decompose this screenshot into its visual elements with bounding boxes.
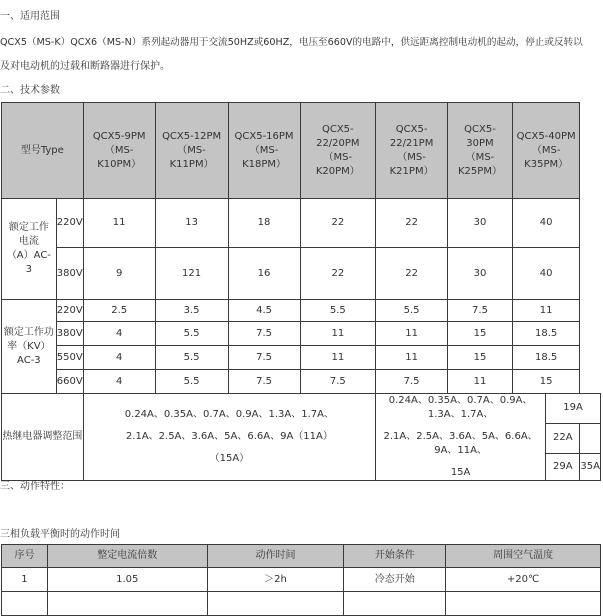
power-row-220 <box>2 300 601 322</box>
value-cell: 18.5 <box>512 322 580 346</box>
value-cell: 15 <box>512 370 580 394</box>
model-line: （MS- <box>323 151 353 163</box>
value-cell: 40 <box>512 248 580 300</box>
model-line: K25PM） <box>458 165 502 177</box>
model-line: （MS- <box>177 144 206 156</box>
model-line: （MS- <box>531 144 561 156</box>
section2-title: 二、技术参数 <box>0 85 60 96</box>
value-cell: 18 <box>228 199 300 248</box>
value-cell: 2.5 <box>83 300 155 322</box>
value-cell: 9 <box>83 248 155 300</box>
value-cell: 22 <box>300 248 376 300</box>
table2-header-row <box>2 545 601 568</box>
value-cell: 121 <box>155 248 228 300</box>
label-line: 额定工作 <box>8 222 49 233</box>
value-cell: 4 <box>83 370 155 394</box>
table2-header: 周围空气温度 <box>446 545 601 568</box>
value-cell: 30 <box>448 248 513 300</box>
value-cell: 5.5 <box>155 370 228 394</box>
model-cell <box>155 103 228 199</box>
label-line: 电流 <box>18 236 39 247</box>
model-line: QCX5-12PM <box>162 130 222 142</box>
relay-line: 2.1A、2.5A、3.6A、5A、6.6A、9A（11A） <box>125 431 333 442</box>
table2-cell <box>446 592 601 616</box>
section1-title: 一、适用范围 <box>0 11 60 22</box>
voltage-cell: 660V <box>56 370 83 394</box>
model-line: QCX5-40PM <box>516 130 576 142</box>
model-cell <box>376 103 448 199</box>
table2-cell <box>344 592 446 616</box>
label-line: （A）AC- <box>6 250 51 261</box>
model-line: 22/20PM <box>316 137 360 149</box>
table2-header: 开始条件 <box>344 545 446 568</box>
table2-cell: 冷态开始 <box>344 568 446 592</box>
current-label <box>2 199 57 300</box>
power-row-550 <box>2 346 601 370</box>
voltage-cell: 380V <box>56 322 83 346</box>
value-cell: 30 <box>448 199 513 248</box>
power-row-380 <box>2 322 601 346</box>
value-cell: 7.5 <box>228 322 300 346</box>
table2-cell <box>2 592 48 616</box>
model-line: QCX5- <box>464 123 496 135</box>
section3-title: 三、动作特性： <box>0 481 70 492</box>
label-line: 3 <box>25 264 33 275</box>
value-cell: 15 <box>448 322 513 346</box>
value-cell: 11 <box>376 346 448 370</box>
model-line: QCX5- <box>321 123 354 135</box>
model-line: K10PM） <box>97 158 142 170</box>
spec-header-row <box>2 103 601 199</box>
value-cell: 7.5 <box>448 300 513 322</box>
relay-line: 15A <box>450 467 471 478</box>
power-label <box>2 300 57 394</box>
section1-line2: 及对电动机的过载和断路器进行保护。 <box>0 61 170 72</box>
value-cell: 4.5 <box>228 300 300 322</box>
value-cell: 11 <box>300 322 376 346</box>
voltage-cell: 220V <box>56 199 83 248</box>
model-line: QCX5-16PM <box>234 130 294 142</box>
table2-header: 整定电流倍数 <box>47 545 207 568</box>
model-line: （MS- <box>104 144 134 156</box>
model-line: K18PM） <box>242 158 287 170</box>
model-cell <box>228 103 300 199</box>
value-cell: 15 <box>448 346 513 370</box>
table2-cell: 1.05 <box>47 568 207 592</box>
value-cell: 16 <box>228 248 300 300</box>
value-cell: 11 <box>83 199 155 248</box>
table2-cell <box>207 592 344 616</box>
model-line: （MS- <box>397 151 426 163</box>
model-line: K35PM） <box>524 158 569 170</box>
action-time-table <box>1 544 601 616</box>
voltage-cell: 550V <box>56 346 83 370</box>
voltage-cell: 380V <box>56 248 83 300</box>
value-cell: 40 <box>512 199 580 248</box>
value-cell: 4 <box>83 322 155 346</box>
value-cell: 7.5 <box>228 346 300 370</box>
table2-header: 序号 <box>2 545 48 568</box>
table2-cell: 1 <box>2 568 48 592</box>
value-cell: 3.5 <box>155 300 228 322</box>
value-cell: 4 <box>83 346 155 370</box>
value-cell: 7.5 <box>300 370 376 394</box>
value-cell: 11 <box>448 370 513 394</box>
model-line: （MS- <box>465 151 495 163</box>
model-cell <box>300 103 376 199</box>
power-row-660 <box>2 370 601 394</box>
relay-label: 热继电器调整范围 <box>2 394 84 481</box>
relay-line: （15A） <box>209 453 250 464</box>
model-line: 30PM <box>466 137 494 149</box>
value-cell: 11 <box>300 346 376 370</box>
relay-range-left <box>83 394 375 481</box>
relay-row-1 <box>2 394 601 424</box>
value-cell: 5.5 <box>155 346 228 370</box>
value-cell: 11 <box>512 300 580 322</box>
model-line: K20PM） <box>315 165 360 177</box>
relay-value-35a: 35A <box>580 453 601 480</box>
relay-line: 0.24A、0.35A、0.7A、0.9A、1.3A、1.7A、 <box>388 395 533 420</box>
label-line: 率（KV） <box>7 340 51 352</box>
model-line: K21PM） <box>389 165 434 177</box>
voltage-cell: 220V <box>56 300 83 322</box>
model-cell <box>83 103 155 199</box>
model-line: QCX5-9PM <box>92 130 146 142</box>
model-cell <box>448 103 513 199</box>
value-cell: 5.5 <box>376 300 448 322</box>
relay-range-mid <box>376 394 546 481</box>
value-cell: 18.5 <box>512 346 580 370</box>
table-row-partial <box>2 592 601 616</box>
value-cell: 11 <box>376 322 448 346</box>
label-line: 额定工作功 <box>3 326 54 338</box>
current-row-220 <box>2 199 601 248</box>
relay-line: 2.1A、2.5A、3.6A、5A、6.6A、9A、11A、 <box>383 431 538 456</box>
value-cell: 5.5 <box>300 300 376 322</box>
value-cell: 13 <box>155 199 228 248</box>
model-line: 22/21PM <box>389 137 434 149</box>
value-cell: 22 <box>376 248 448 300</box>
table2-title: 三相负载平衡时的动作时间 <box>0 529 120 540</box>
model-line: QCX5- <box>395 123 428 135</box>
table2-header: 动作时间 <box>207 545 344 568</box>
relay-blank-cell <box>580 423 601 453</box>
value-cell: 22 <box>300 199 376 248</box>
current-row-380 <box>2 248 601 300</box>
label-line: AC-3 <box>17 354 41 366</box>
header-label: 型号Type <box>2 103 84 199</box>
model-line: （MS- <box>249 144 279 156</box>
relay-value-29a: 29A <box>546 453 580 480</box>
value-cell: 5.5 <box>155 322 228 346</box>
section1-line1: QCX5（MS-K）QCX6（MS-N）系列起动器用于交流50HZ或60HZ，电压至660V的电路中，供远距离控制电动机的起动，停止或反转以 <box>0 37 583 48</box>
value-cell: 7.5 <box>228 370 300 394</box>
value-cell: 22 <box>376 199 448 248</box>
table-row <box>2 568 601 592</box>
table2-cell: ＞2h <box>207 568 344 592</box>
relay-line: 0.24A、0.35A、0.7A、0.9A、1.3A、1.7A、 <box>124 409 334 420</box>
value-cell: 7.5 <box>376 370 448 394</box>
table2-cell <box>47 592 207 616</box>
relay-value-22a: 22A <box>546 423 580 453</box>
model-cell <box>512 103 580 199</box>
relay-value-19a: 19A <box>546 394 601 424</box>
table2-cell: +20℃ <box>446 568 601 592</box>
spec-table <box>1 102 601 481</box>
model-line: K11PM） <box>169 158 214 170</box>
